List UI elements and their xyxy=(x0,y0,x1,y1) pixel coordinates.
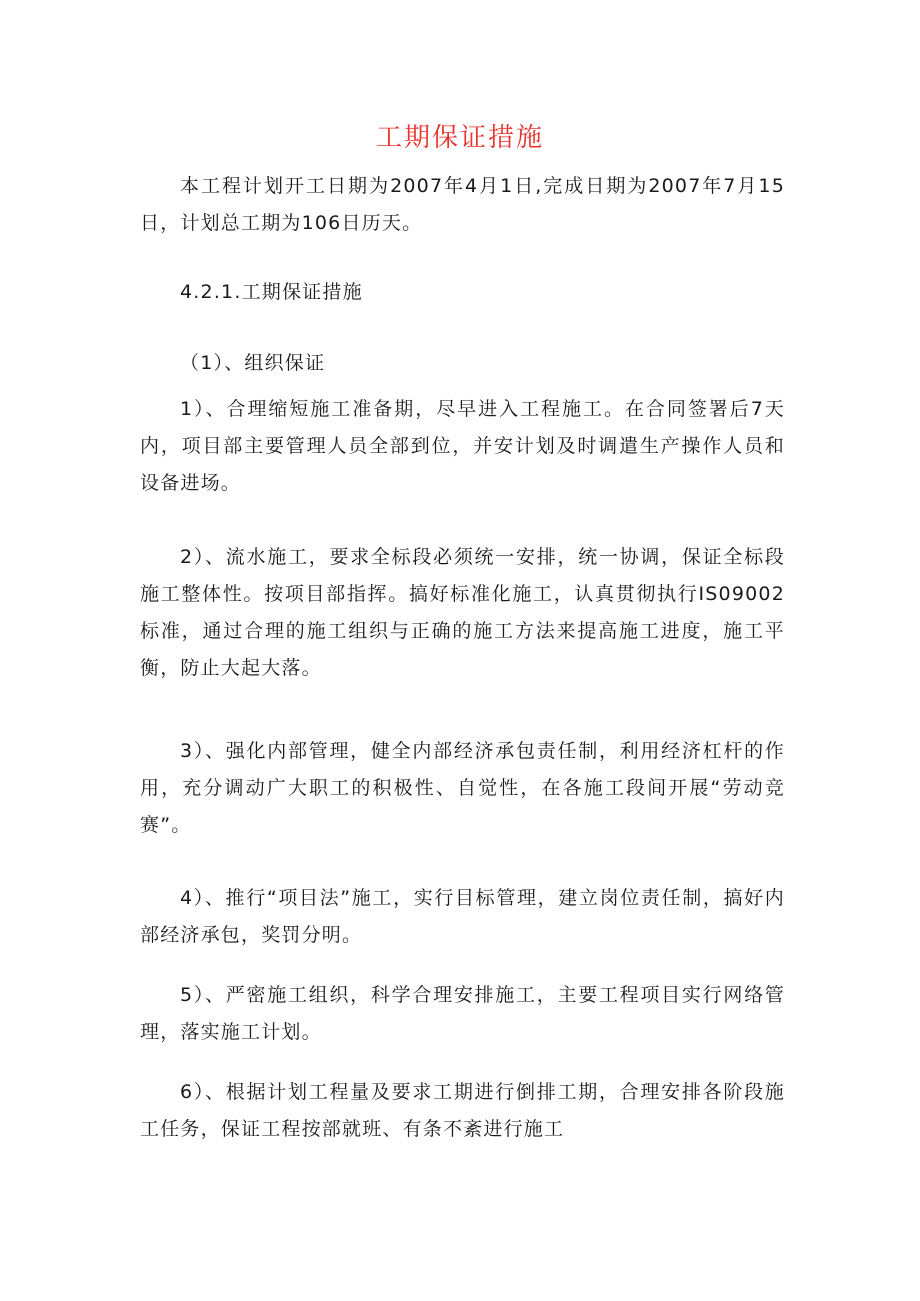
intro-paragraph: 本工程计划开工日期为2007年4月1日,完成日期为2007年7月15日，计划总工期为106日历天。 xyxy=(140,175,785,234)
document-title: 工期保证措施 xyxy=(375,123,544,153)
list-item: 4）、推行“项目法”施工，实行目标管理，建立岗位责任制，搞好内部经济承包，奖罚分明。 xyxy=(140,887,785,946)
subsection-heading: （1）、组织保证 xyxy=(180,352,326,374)
list-item: 2）、流水施工，要求全标段必须统一安排，统一协调，保证全标段施工整体性。按项目部指挥。搞好标准化施工，认真贯彻执行IS09002标准，通过合理的施工组织与正确的施工方法来提高施工进度，施工平衡，防止大起大落。 xyxy=(140,546,785,679)
list-item: 6）、根据计划工程量及要求工期进行倒排工期，合理安排各阶段施工任务，保证工程按部就班、有条不紊进行施工 xyxy=(140,1081,785,1140)
list-item: 1）、合理缩短施工准备期，尽早进入工程施工。在合同签署后7天内，项目部主要管理人员全部到位，并安计划及时调遣生产操作人员和设备进场。 xyxy=(140,398,785,494)
list-item: 5）、严密施工组织，科学合理安排施工，主要工程项目实行网络管理，落实施工计划。 xyxy=(140,984,785,1043)
section-heading: 4.2.1.工期保证措施 xyxy=(180,281,363,303)
list-item: 3）、强化内部管理，健全内部经济承包责任制，利用经济杠杆的作用，充分调动广大职工的积极性、自觉性，在各施工段间开展“劳动竞赛”。 xyxy=(140,740,785,836)
